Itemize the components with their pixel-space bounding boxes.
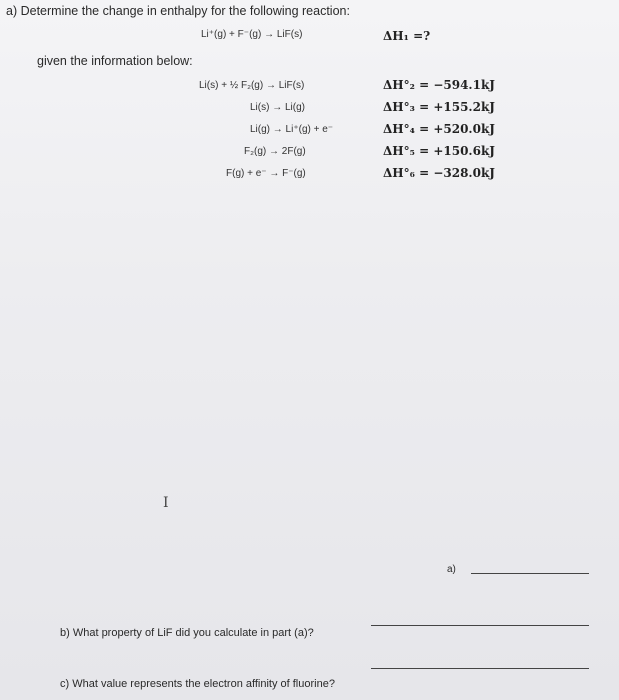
step-4-enthalpy: ΔH°₅ = +150.6kJ [383,144,495,158]
step-4-reaction: F₂(g) → 2F(g) [244,146,306,157]
answer-a-label: a) [447,564,456,575]
question-a: a) Determine the change in enthalpy for the following reaction: [6,4,350,18]
question-c: c) What value represents the electron affinity of fluorine? [60,678,335,690]
question-b: b) What property of LiF did you calculate in part (a)? [60,627,314,639]
text-cursor-icon: I [163,495,169,511]
step-3-enthalpy: ΔH°₄ = +520.0kJ [383,122,495,136]
answer-a-line[interactable] [471,573,589,574]
given-label: given the information below: [37,54,193,68]
answer-c-line[interactable] [371,668,589,669]
step-2-enthalpy: ΔH°₃ = +155.2kJ [383,100,495,114]
target-reaction: Li⁺(g) + F⁻(g) → LiF(s) [201,29,303,40]
step-2-reaction: Li(s) → Li(g) [250,102,306,113]
step-5-reaction: F(g) + e⁻ → F⁻(g) [226,168,306,179]
target-enthalpy: ΔH₁ =? [383,29,431,43]
answer-b-line[interactable] [371,625,589,626]
step-1-reaction: Li(s) + ½ F₂(g) → LiF(s) [199,80,305,91]
step-3-reaction: Li(g) → Li⁺(g) + e⁻ [250,124,334,135]
step-1-enthalpy: ΔH°₂ = −594.1kJ [383,78,495,92]
step-5-enthalpy: ΔH°₆ = −328.0kJ [383,166,495,180]
